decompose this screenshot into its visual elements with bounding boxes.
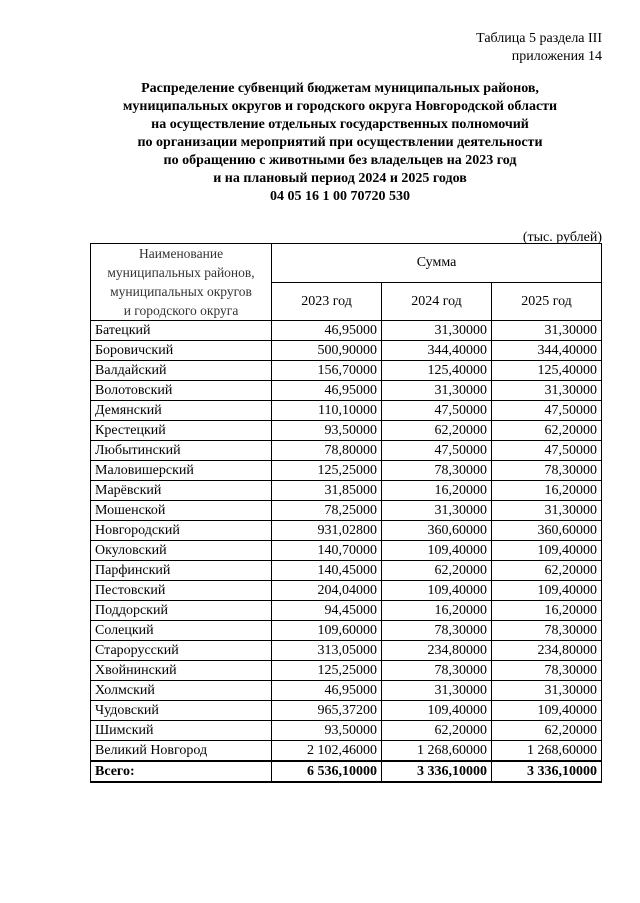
amount-2025: 1 268,60000 [492,741,602,762]
amount-2023: 140,70000 [272,541,382,561]
amount-2024: 16,20000 [382,481,492,501]
amount-2024: 109,40000 [382,541,492,561]
table-row [91,381,602,401]
table-row [91,661,602,681]
amount-2024: 78,30000 [382,621,492,641]
amount-2025: 234,80000 [492,641,602,661]
table-row [91,481,602,501]
amount-2023: 156,70000 [272,361,382,381]
table-row [91,461,602,481]
amount-2024: 62,20000 [382,421,492,441]
table-row [91,421,602,441]
amount-2023: 46,95000 [272,381,382,401]
table-row [91,741,602,762]
table-row [91,621,602,641]
district-name: Хвойнинский [91,661,272,681]
total-2024: 3 336,10000 [382,761,492,782]
table-row [91,601,602,621]
amount-2025: 78,30000 [492,621,602,641]
district-name: Холмский [91,681,272,701]
district-name: Солецкий [91,621,272,641]
amount-2024: 31,30000 [382,381,492,401]
table-row [91,521,602,541]
amount-2025: 31,30000 [492,321,602,341]
district-name: Батецкий [91,321,272,341]
table-reference-line2: приложения 14 [511,49,602,64]
amount-2023: 204,04000 [272,581,382,601]
amount-2023: 965,37200 [272,701,382,721]
amount-2025: 31,30000 [492,681,602,701]
column-header-sum: Сумма [272,244,602,283]
table-row [91,341,602,361]
amount-2025: 31,30000 [492,501,602,521]
amount-2025: 109,40000 [492,581,602,601]
amount-2023: 140,45000 [272,561,382,581]
table-row [91,541,602,561]
table-body [91,321,602,762]
table-reference-line1: Таблица 5 раздела III [476,31,602,46]
amount-2024: 78,30000 [382,661,492,681]
district-name: Крестецкий [91,421,272,441]
amount-2024: 78,30000 [382,461,492,481]
amount-2025: 62,20000 [492,421,602,441]
amount-2023: 2 102,46000 [272,741,382,762]
amount-2025: 344,40000 [492,341,602,361]
amount-2024: 31,30000 [382,681,492,701]
amount-2025: 31,30000 [492,381,602,401]
amount-2025: 78,30000 [492,461,602,481]
amount-2024: 47,50000 [382,401,492,421]
district-name: Окуловский [91,541,272,561]
amount-2023: 93,50000 [272,421,382,441]
total-label: Всего: [91,761,272,782]
total-2025: 3 336,10000 [492,761,602,782]
amount-2023: 31,85000 [272,481,382,501]
title-line: по обращению с животными без владельцев на 2023 год [163,153,517,168]
column-header-name: Наименование муниципальных районов, муниципальных округов и городского округа [91,244,272,321]
total-row [91,761,602,782]
amount-2024: 31,30000 [382,501,492,521]
amount-2025: 16,20000 [492,481,602,501]
title-line: по организации мероприятий при осуществлении деятельности [137,135,543,150]
district-name: Чудовский [91,701,272,721]
amount-2023: 46,95000 [272,321,382,341]
amount-2025: 16,20000 [492,601,602,621]
district-name: Старорусский [91,641,272,661]
amount-2023: 46,95000 [272,681,382,701]
amount-2024: 109,40000 [382,581,492,601]
district-name: Валдайский [91,361,272,381]
table-row [91,441,602,461]
amount-2025: 47,50000 [492,401,602,421]
amount-2025: 47,50000 [492,441,602,461]
amount-2025: 360,60000 [492,521,602,541]
document-title [60,80,620,206]
amount-2024: 47,50000 [382,441,492,461]
district-name: Пестовский [91,581,272,601]
amount-2023: 109,60000 [272,621,382,641]
table-row [91,561,602,581]
amount-2023: 500,90000 [272,341,382,361]
units-label: (тыс. рублей) [522,230,602,245]
district-name: Поддорский [91,601,272,621]
total-2023: 6 536,10000 [272,761,382,782]
district-name: Волотовский [91,381,272,401]
title-line: на осуществление отдельных государственных полномочий [151,117,529,132]
table-row [91,321,602,341]
table-row [91,581,602,601]
amount-2023: 94,45000 [272,601,382,621]
district-name: Парфинский [91,561,272,581]
table-row [91,401,602,421]
amount-2025: 62,20000 [492,561,602,581]
amount-2023: 78,25000 [272,501,382,521]
amount-2024: 16,20000 [382,601,492,621]
table-row [91,681,602,701]
amount-2023: 93,50000 [272,721,382,741]
district-name: Великий Новгород [91,741,272,762]
amount-2023: 931,02800 [272,521,382,541]
district-name: Новгородский [91,521,272,541]
table-row [91,641,602,661]
amount-2023: 78,80000 [272,441,382,461]
column-header-2025: 2025 год [492,282,602,321]
table-row [91,721,602,741]
amount-2023: 110,10000 [272,401,382,421]
amount-2024: 62,20000 [382,561,492,581]
title-line: Распределение субвенций бюджетам муниципальных районов, [141,81,539,96]
district-name: Боровичский [91,341,272,361]
amount-2024: 125,40000 [382,361,492,381]
amount-2024: 62,20000 [382,721,492,741]
title-line: муниципальных округов и городского округа Новгородской области [122,99,558,114]
amount-2024: 234,80000 [382,641,492,661]
table-row [91,361,602,381]
amount-2025: 109,40000 [492,541,602,561]
district-name: Шимский [91,721,272,741]
column-header-2024: 2024 год [382,282,492,321]
district-name: Любытинский [91,441,272,461]
district-name: Марёвский [91,481,272,501]
district-name: Мошенской [91,501,272,521]
amount-2023: 125,25000 [272,661,382,681]
table-row [91,501,602,521]
title-line: и на плановый период 2024 и 2025 годов [213,171,467,186]
amount-2023: 125,25000 [272,461,382,481]
column-header-2023: 2023 год [272,282,382,321]
budget-classification-code: 04 05 16 1 00 70720 530 [270,189,410,204]
district-name: Маловишерский [91,461,272,481]
amount-2024: 109,40000 [382,701,492,721]
subventions-table [90,243,602,783]
amount-2024: 360,60000 [382,521,492,541]
amount-2025: 62,20000 [492,721,602,741]
amount-2024: 31,30000 [382,321,492,341]
amount-2024: 344,40000 [382,341,492,361]
amount-2024: 1 268,60000 [382,741,492,762]
table-row [91,701,602,721]
table-reference [476,30,602,66]
amount-2023: 313,05000 [272,641,382,661]
amount-2025: 109,40000 [492,701,602,721]
amount-2025: 125,40000 [492,361,602,381]
amount-2025: 78,30000 [492,661,602,681]
district-name: Демянский [91,401,272,421]
